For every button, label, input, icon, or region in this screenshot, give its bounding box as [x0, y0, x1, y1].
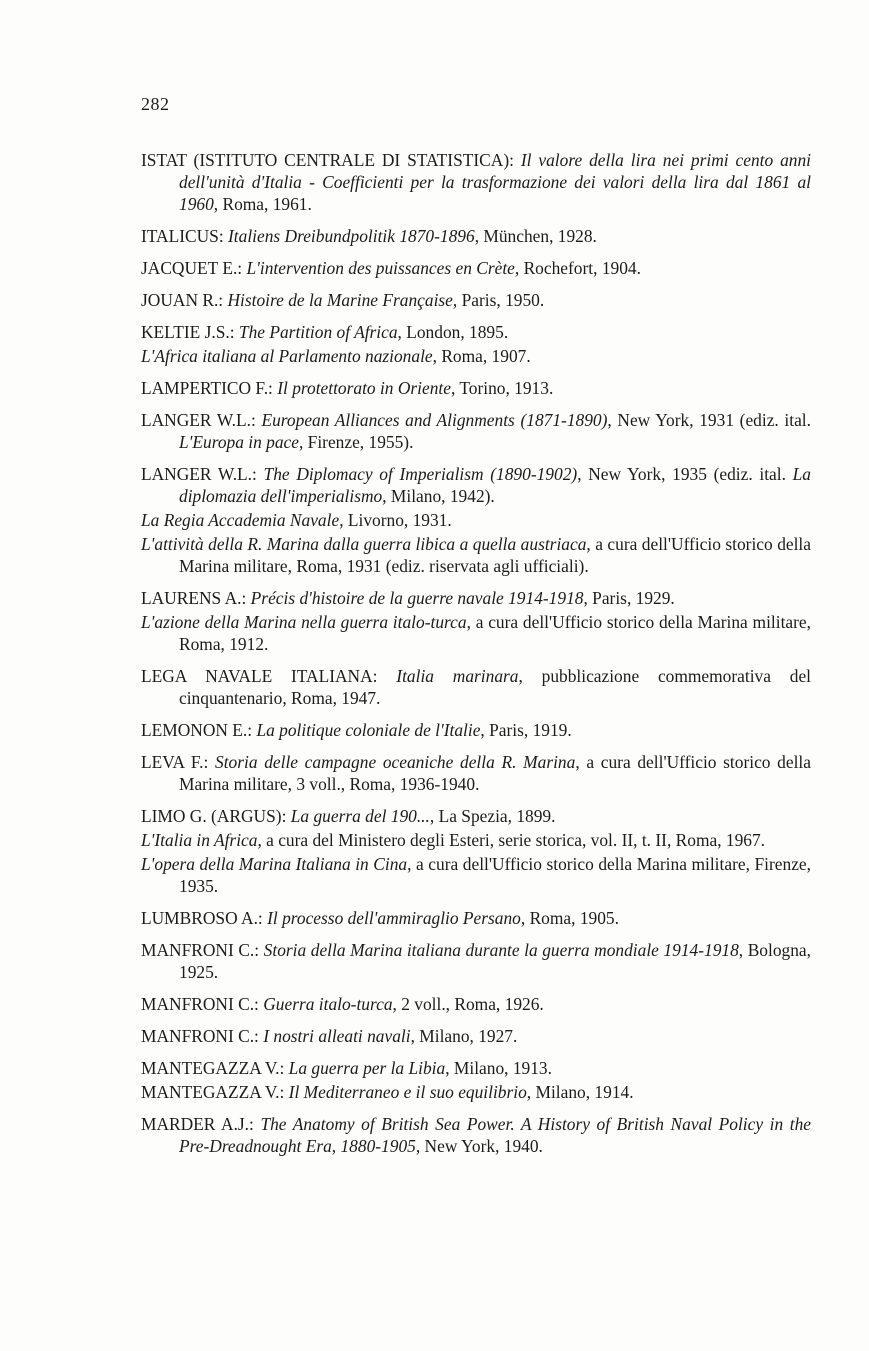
- bibliography-entry: LEMONON E.: La politique coloniale de l'Italie, Paris, 1919.: [141, 720, 572, 740]
- bibliography-entry: KELTIE J.S.: The Partition of Africa, London, 1895.: [141, 322, 509, 342]
- bibliography-entry: JACQUET E.: L'intervention des puissances en Crète, Rochefort, 1904.: [141, 258, 641, 278]
- bibliography-entry: MANTEGAZZA V.: Il Mediterraneo e il suo equilibrio, Milano, 1914.: [141, 1082, 634, 1102]
- bibliography-entry: L'opera della Marina Italiana in Cina, a cura dell'Ufficio storico della Marina militare, Firenze, 1935.: [141, 854, 811, 896]
- bibliography-entry: JOUAN R.: Histoire de la Marine Française, Paris, 1950.: [141, 290, 545, 310]
- bibliography-entry: L'Africa italiana al Parlamento nazionale, Roma, 1907.: [141, 346, 531, 366]
- bibliography-entry: LEVA F.: Storia delle campagne oceaniche della R. Marina, a cura dell'Ufficio storico della Marina militare, 3 voll., Roma, 1936-1940.: [141, 752, 811, 794]
- bibliography-entry: ITALICUS: Italiens Dreibundpolitik 1870-1896, München, 1928.: [141, 226, 597, 246]
- bibliography-entry: LANGER W.L.: The Diplomacy of Imperialism (1890-1902), New York, 1935 (ediz. ital. La diplomazia dell'imperialismo, Milano, 1942).: [141, 464, 811, 506]
- bibliography-entry: L'azione della Marina nella guerra italo-turca, a cura dell'Ufficio storico della Marina militare, Roma, 1912.: [141, 612, 811, 654]
- bibliography-entry: L'Italia in Africa, a cura del Ministero degli Esteri, serie storica, vol. II, t. II, Roma, 1967.: [141, 830, 766, 850]
- bibliography-list: [141, 149, 811, 1167]
- bibliography-entry: MANFRONI C.: Guerra italo-turca, 2 voll., Roma, 1926.: [141, 994, 544, 1014]
- page-number: 282: [141, 94, 170, 114]
- bibliography-entry: L'attività della R. Marina dalla guerra libica a quella austriaca, a cura dell'Ufficio storico della Marina militare, Roma, 1931 (ediz. riservata agli ufficiali).: [141, 534, 811, 576]
- bibliography-entry: MANTEGAZZA V.: La guerra per la Libia, Milano, 1913.: [141, 1058, 552, 1078]
- bibliography-entry: MANFRONI C.: I nostri alleati navali, Milano, 1927.: [141, 1026, 518, 1046]
- bibliography-entry: LAURENS A.: Précis d'histoire de la guerre navale 1914-1918, Paris, 1929.: [141, 588, 675, 608]
- bibliography-entry: La Regia Accademia Navale, Livorno, 1931.: [141, 510, 452, 530]
- bibliography-entry: LAMPERTICO F.: Il protettorato in Oriente, Torino, 1913.: [141, 378, 554, 398]
- bibliography-entry: LANGER W.L.: European Alliances and Alignments (1871-1890), New York, 1931 (ediz. ital. L'Europa in pace, Firenze, 1955).: [141, 410, 811, 452]
- bibliography-entry: LEGA NAVALE ITALIANA: Italia marinara, pubblicazione commemorativa del cinquantenario, Roma, 1947.: [141, 666, 811, 708]
- bibliography-entry: LUMBROSO A.: Il processo dell'ammiraglio Persano, Roma, 1905.: [141, 908, 619, 928]
- bibliography-entry: ISTAT (ISTITUTO CENTRALE DI STATISTICA): Il valore della lira nei primi cento anni dell'unità d'Italia - Coefficienti per la trasformazione dei valori della lira dal 1861 al 1960, Roma, 1961.: [141, 150, 812, 214]
- bibliography-entry: LIMO G. (ARGUS): La guerra del 190..., La Spezia, 1899.: [141, 806, 556, 826]
- bibliography-entry: MANFRONI C.: Storia della Marina italiana durante la guerra mondiale 1914-1918, Bologna, 1925.: [141, 940, 811, 982]
- bibliography-entry: MARDER A.J.: The Anatomy of British Sea Power. A History of British Naval Policy in the Pre-Dreadnought Era, 1880-1905, New York, 1940.: [141, 1114, 811, 1156]
